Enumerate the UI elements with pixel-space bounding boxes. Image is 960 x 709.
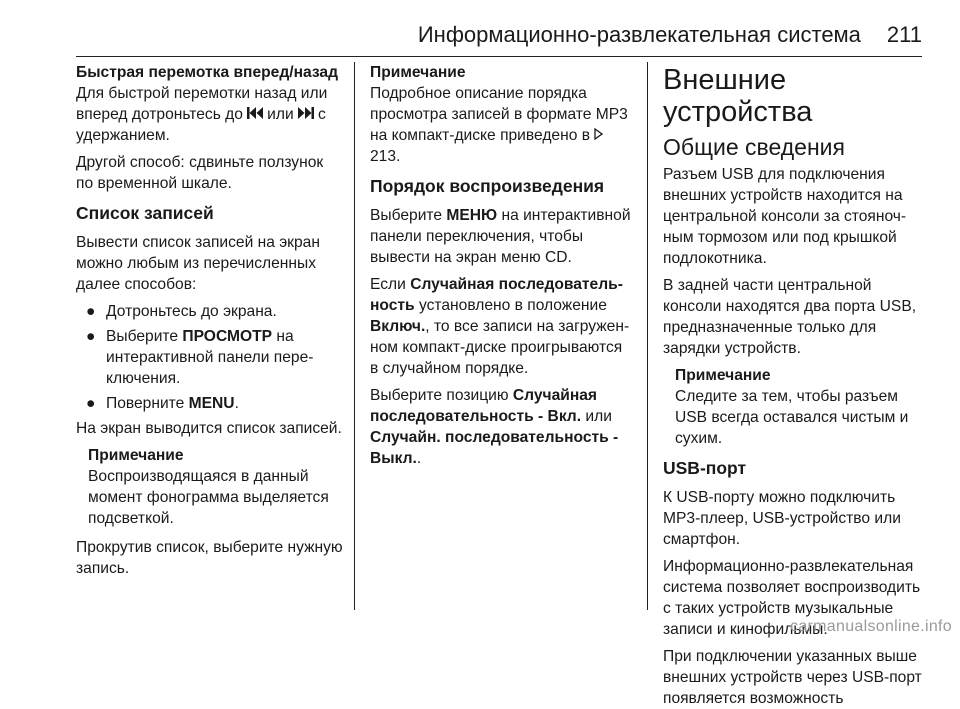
note-title: Примечание: [88, 447, 184, 464]
column-middle: [370, 62, 632, 610]
list-item: ● Дотроньтесь до экрана.: [86, 303, 277, 320]
fast-forward-heading: Быстрая перемотка вперед/назад: [76, 64, 338, 81]
list-result-text: На экран выводится список записей.: [76, 420, 342, 437]
page-number: 211: [886, 22, 922, 47]
column-divider: [647, 62, 648, 610]
skip-forward-icon: [298, 106, 318, 122]
page-header: [76, 22, 922, 57]
scroll-select-text: Прокрутив список, выберите нужную запись.: [76, 539, 343, 577]
skip-back-icon: [247, 106, 267, 122]
usb-location-text: Разъем USB для подключения внешних устройств находится на центральной консоли за стояночным тормозом или под крышкой подлокотника.: [663, 166, 907, 267]
note-block: [370, 62, 632, 167]
playback-order-heading: Порядок воспроизведения: [370, 176, 605, 196]
usb-port-heading: USB-порт: [663, 458, 747, 478]
external-devices-heading: Внешние устройства: [663, 64, 813, 128]
list-item: ● Поверните MENU.: [86, 395, 239, 412]
column-left: [76, 62, 344, 610]
note-title: Примечание: [675, 367, 771, 384]
menu-text: Выберите МЕНЮ на интерактивной панели переключения, чтобы вывести на экран меню CD.: [370, 207, 631, 266]
note-title: Примечание: [370, 64, 466, 81]
watermark: carmanualsonline.info: [790, 618, 952, 635]
methods-list: [76, 301, 344, 414]
page-ref: 213.: [370, 148, 401, 165]
select-option-text: Выберите позицию Случайная последовательность - Вкл. или Случайн. последовательность - Выкл..: [370, 387, 619, 467]
track-list-intro: Вывести список записей на экран можно любым из перечисленных далее способов:: [76, 234, 320, 293]
connection-text: При подключении указанных выше внешних устройств через USB-порт появляется возможность: [663, 648, 922, 707]
note-text: Подробное описание порядка просмотра записей в формате MP3 на компакт-диске приведено в: [370, 85, 628, 144]
track-list-heading: Список записей: [76, 203, 214, 223]
random-order-text: Если Случайная последовательность установлено в положение Включ., то все записи на загруженном компакт-диске проигрываются в случайном порядке.: [370, 276, 630, 377]
playback-capability-text: Информационно-развлекательная система позволяет воспроизводить с таких устройств музыкальные записи и кинофильмы.: [663, 558, 921, 638]
note-block: [88, 445, 344, 529]
list-item: ● Выберите ПРОСМОТР на интерактивной панели переключения.: [86, 328, 314, 387]
usb-devices-text: К USB-порту можно подключить MP3-плеер, USB-устройство или смартфон.: [663, 489, 901, 548]
note-block: [675, 365, 925, 449]
general-info-heading: Общие сведения: [663, 134, 845, 160]
fast-forward-text: Для быстрой перемотки назад или вперед дотроньтесь до или с удержанием.: [76, 85, 328, 144]
page-title: Информационно-развлекательная система: [417, 22, 861, 47]
note-text: Воспроизводящаяся в данный момент фонограмма выделяется подсветкой.: [88, 468, 329, 527]
note-text: Следите за тем, чтобы разъем USB всегда оставался чистым и сухим.: [675, 388, 909, 447]
slider-text: Другой способ: сдвиньте ползунок по временной шкале.: [76, 154, 324, 192]
column-divider: [354, 62, 355, 610]
charging-ports-text: В задней части центральной консоли находятся два порта USB, предназначенные только для зарядки устройств.: [663, 277, 917, 357]
page-ref-arrow-icon: [594, 127, 603, 144]
